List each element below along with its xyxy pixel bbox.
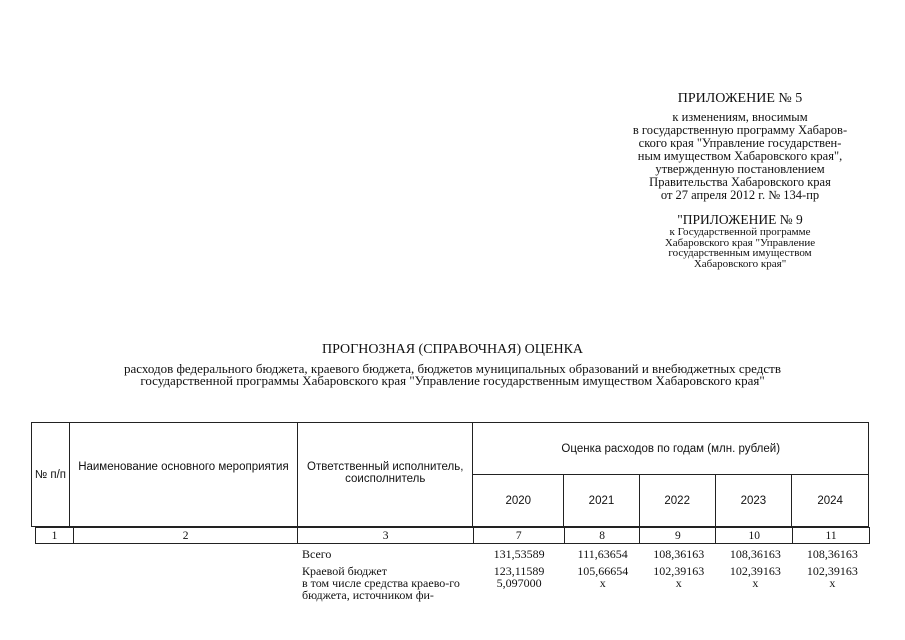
appendix-9-line: Хабаровского края "Управление [664,236,816,249]
appendix-9-line: государственным имуществом [668,247,812,259]
appendix-5-line: Правительства Хабаровского края [649,175,831,189]
row-label: Краевой бюджет [302,564,387,578]
appendix-5-line: ского края "Управление государствен- [638,136,842,150]
row-value: 102,39163 [653,564,705,578]
col-number: 11 [793,528,870,544]
header-name: Наименование основного мероприятия [69,423,297,527]
row-value: x [599,576,606,590]
col-number: 10 [716,528,793,544]
col-number: 9 [640,528,716,544]
row-value: 108,36163 [806,547,858,561]
col-number: 8 [564,528,640,544]
appendix-9-title: "ПРИЛОЖЕНИЕ № 9 [677,212,803,227]
appendix-5-line: в государственную программу Хабаров- [632,123,848,137]
appendix-5-title: ПРИЛОЖЕНИЕ № 5 [677,91,803,106]
row-value: 108,36163 [729,547,781,561]
appendix-5-block [560,91,905,202]
row-label: Всего [302,547,332,561]
header-year: 2024 [792,475,869,527]
row-value: 105,66654 [577,564,629,578]
header-year: 2022 [639,475,715,527]
header-year: 2021 [564,475,640,527]
row-value: 123,11589 [493,564,545,578]
row-value: 5,097000 [496,576,542,590]
header-estimate: Оценка расходов по годам (млн. рублей) [473,423,869,475]
row-value: 102,39163 [729,564,781,578]
header-year: 2023 [715,475,792,527]
col-number: 3 [298,528,474,544]
header-executor: Ответственный исполнитель, соисполнитель [298,423,473,527]
appendix-5-line: утвержденную постановлением [655,162,825,176]
row-value: x [752,576,759,590]
expenditure-table-header [31,422,869,527]
row-value: 131,53589 [493,547,545,561]
row-value: x [675,576,682,590]
col-number: 7 [473,528,564,544]
header-year: 2020 [473,475,564,527]
row-value: 102,39163 [806,564,858,578]
document-title: ПРОГНОЗНАЯ (СПРАВОЧНАЯ) ОЦЕНКА [321,342,584,357]
header-num: № п/п [32,423,70,527]
row-value: 111,63654 [577,547,628,561]
document-subtitle-line-2: государственной программы Хабаровского края "Управление государственным имуществом Хабаровского края" [140,373,765,388]
table-row [298,578,871,601]
appendix-5-line: ным имуществом Хабаровского края", [637,149,843,163]
col-number: 1 [36,528,74,544]
appendix-9-line: к Государственной программе [669,226,811,238]
row-value: x [829,576,836,590]
row-label: в том числе средства краево-го бюджета, источником фи- [302,576,460,602]
appendix-9-line: Хабаровского края" [693,257,787,270]
row-value: 108,36163 [653,547,705,561]
appendix-5-line: от 27 апреля 2012 г. № 134-пр [660,188,820,202]
column-numbers-row [35,527,870,544]
col-number: 2 [73,528,297,544]
appendix-5-line: к изменениям, вносимым [672,110,808,124]
expenditure-table-body [298,549,871,601]
document-subtitle-line-1: расходов федерального бюджета, краевого бюджета, бюджетов муниципальных образований и внебюджетных средств [124,361,781,376]
appendix-9-block [600,212,880,269]
